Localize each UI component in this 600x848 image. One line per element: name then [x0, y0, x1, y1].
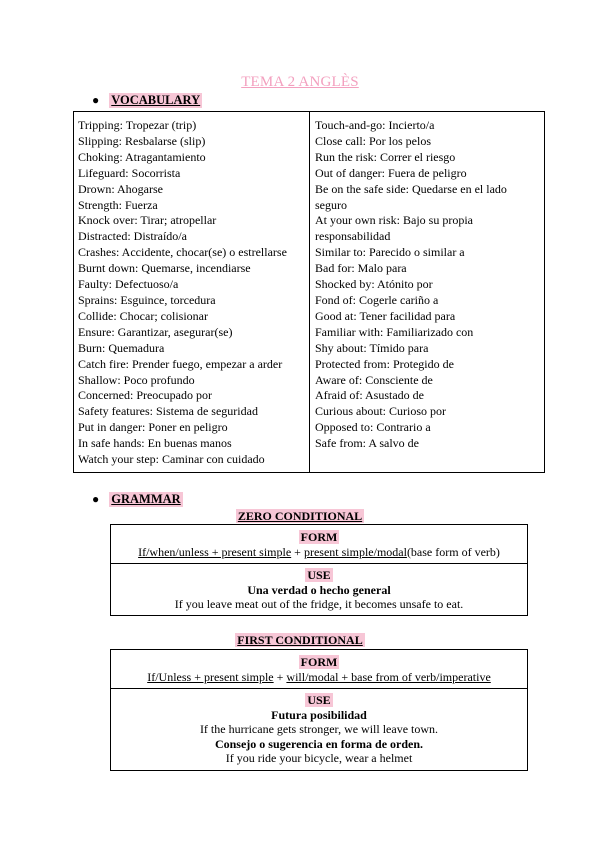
vocabulary-right-column — [310, 112, 544, 472]
vocabulary-item: Put in danger: Poner en peligro — [78, 420, 228, 435]
first-use-cell — [111, 689, 527, 766]
zero-use-1: Una verdad o hecho general — [247, 582, 391, 597]
grammar-heading-label: GRAMMAR — [111, 492, 181, 506]
vocabulary-item: Tripping: Tropezar (trip) — [78, 118, 197, 132]
zero-use-label: USE — [307, 568, 331, 582]
first-use-2: Consejo o sugerencia en forma de orden. — [214, 736, 424, 751]
vocabulary-item: Burn: Quemadura — [78, 340, 165, 355]
page-title: TEMA 2 ANGLÈS — [241, 74, 359, 90]
vocabulary-item: Shy about: Tímido para — [315, 340, 429, 355]
vocabulary-heading-label: VOCABULARY — [111, 93, 201, 107]
vocabulary-item: Sprains: Esguince, torcedura — [78, 292, 216, 307]
zero-example-1: If you leave meat out of the fridge, it becomes unsafe to eat. — [174, 597, 464, 611]
zero-form-structure: If/when/unless + present simple + present simple/modal(base form of verb) — [138, 544, 500, 559]
vocabulary-item: Good at: Tener facilidad para — [315, 308, 456, 323]
vocabulary-left-column — [74, 112, 310, 472]
vocabulary-item: At your own risk: Bajo su propia responsabilidad — [315, 213, 473, 244]
vocabulary-item: Drown: Ahogarse — [78, 181, 163, 196]
zero-form-label: FORM — [300, 530, 338, 544]
vocabulary-item: Lifeguard: Socorrista — [78, 165, 181, 180]
zero-use-cell — [111, 564, 527, 612]
vocabulary-item: Close call: Por los pelos — [315, 133, 431, 148]
grammar-heading — [92, 492, 183, 507]
zero-form-cell — [111, 525, 527, 564]
first-conditional-box — [110, 649, 528, 771]
vocabulary-item: Knock over: Tirar; atropellar — [78, 213, 217, 228]
first-conditional-title: FIRST CONDITIONAL — [237, 633, 363, 647]
vocabulary-item: Curious about: Curioso por — [315, 404, 446, 419]
vocabulary-table — [73, 111, 545, 473]
zero-conditional-title: ZERO CONDITIONAL — [237, 509, 363, 523]
vocabulary-item: Opposed to: Contrario a — [315, 420, 431, 435]
vocabulary-item: Crashes: Accidente, chocar(se) o estrellarse — [78, 245, 287, 260]
vocabulary-item: Run the risk: Correr el riesgo — [315, 149, 456, 164]
zero-conditional-box — [110, 524, 528, 616]
vocabulary-item: Touch-and-go: Incierto/a — [315, 118, 435, 132]
vocabulary-item: Bad for: Malo para — [315, 261, 407, 276]
bullet-icon: ● — [92, 492, 100, 506]
vocabulary-item: Out of danger: Fuera de peligro — [315, 165, 467, 180]
vocabulary-item: Burnt down: Quemarse, incendiarse — [78, 261, 251, 276]
vocabulary-item: Faulty: Defectuoso/a — [78, 277, 179, 292]
vocabulary-item: Fond of: Cogerle cariño a — [315, 292, 439, 307]
vocabulary-item: In safe hands: En buenas manos — [78, 436, 232, 451]
vocabulary-item: Protected from: Protegido de — [315, 356, 454, 371]
vocabulary-item: Choking: Atragantamiento — [78, 149, 206, 164]
vocabulary-item: Shallow: Poco profundo — [78, 372, 195, 387]
vocabulary-item: Be on the safe side: Quedarse en el lado seguro — [315, 181, 507, 212]
first-use-label: USE — [307, 693, 331, 707]
first-example-1: If the hurricane gets stronger, we will leave town. — [199, 722, 439, 736]
vocabulary-heading — [92, 93, 202, 108]
vocabulary-item: Safe from: A salvo de — [315, 436, 419, 451]
vocabulary-item: Familiar with: Familiarizado con — [315, 324, 474, 339]
vocabulary-item: Afraid of: Asustado de — [315, 388, 424, 403]
vocabulary-item: Slipping: Resbalarse (slip) — [78, 133, 206, 148]
vocabulary-item: Similar to: Parecido o similar a — [315, 245, 465, 260]
vocabulary-item: Watch your step: Caminar con cuidado — [78, 452, 265, 467]
vocabulary-item: Catch fire: Prender fuego, empezar a arder — [78, 356, 283, 371]
vocabulary-item: Distracted: Distraído/a — [78, 229, 187, 244]
first-form-structure: If/Unless + present simple + will/modal + base from of verb/imperative — [147, 669, 491, 684]
first-example-2: If you ride your bicycle, wear a helmet — [225, 751, 413, 765]
bullet-icon: ● — [92, 93, 100, 107]
vocabulary-item: Ensure: Garantizar, asegurar(se) — [78, 324, 233, 339]
vocabulary-item: Aware of: Consciente de — [315, 372, 433, 387]
vocabulary-item: Shocked by: Atónito por — [315, 277, 433, 292]
first-use-1: Futura posibilidad — [271, 707, 367, 722]
first-form-label: FORM — [300, 655, 338, 669]
vocabulary-item: Strength: Fuerza — [78, 197, 158, 212]
first-form-cell — [111, 650, 527, 689]
vocabulary-item: Collide: Chocar; colisionar — [78, 308, 208, 323]
vocabulary-item: Safety features: Sistema de seguridad — [78, 404, 258, 419]
vocabulary-item: Concerned: Preocupado por — [78, 388, 212, 403]
